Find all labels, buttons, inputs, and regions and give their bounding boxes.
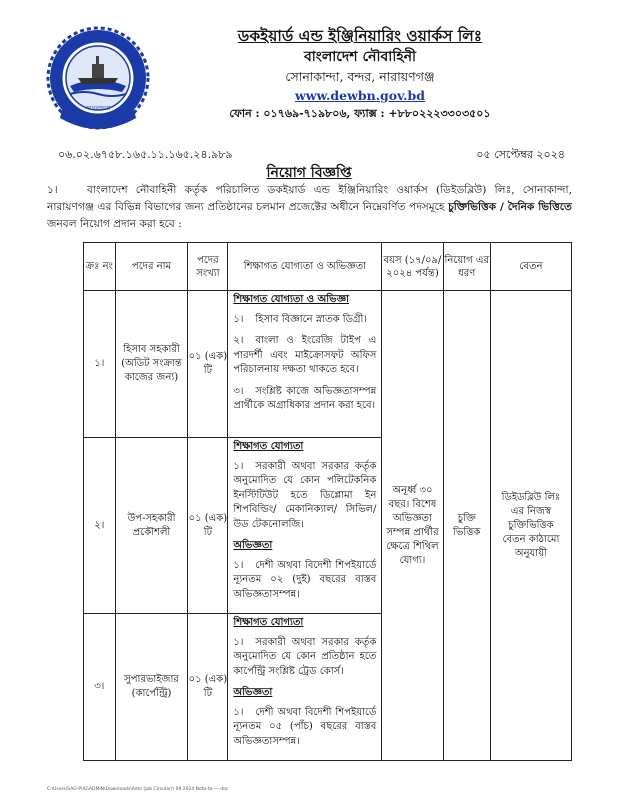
section-heading: শিক্ষাগত যোগ্যতা [233, 617, 304, 628]
dockyard-logo [40, 20, 156, 136]
intro-paragraph [47, 182, 572, 233]
memo-date: ০৫ সেপ্টেম্বর ২০২৪ [476, 148, 565, 161]
letterhead [150, 26, 570, 122]
header-qualification: শিক্ষাগত যোগ্যতা ও অভিজ্ঞতা [228, 243, 382, 291]
organization-subtitle: বাংলাদেশ নৌবাহিনী [303, 49, 417, 65]
intro-number: ১। [47, 184, 58, 196]
dockyard-emblem-icon [40, 20, 156, 136]
cell-serial: ১। [84, 291, 116, 438]
qualification-item: ১। সরকারী অথবা সরকার কর্তৃক অনুমোদিত যে কোন পলিটেকনিক ইনস্টিটিউট হতে ডিপ্লোমা ইন শিপবিল্ডিং/ মেকানিক্যাল/ সিভিল/ উড টেকনোলজি। [233, 460, 377, 530]
contact-phone-fax: ফোন : ০১৭৬৯-৭১৯৮০৬, ফ্যাক্স : +৮৮০২২২৩৩০৩৫০১ [229, 107, 491, 120]
cell-count: ০১ (এক) টি [188, 291, 228, 438]
cell-post: উপ-সহকারী প্রকৌশলী [115, 438, 188, 614]
qualification-item: ২। বাংলা ও ইংরেজি টাইপ এ পারদর্শী এবং মাইক্রোসফট অফিস পরিচালনায় দক্ষতা থাকতে হবে। [233, 335, 377, 375]
cell-post: হিসাব সহকারী (অডিট সংক্রান্ত কাজের জন্য) [115, 291, 188, 438]
cell-post: সুপারভাইজার (কার্পেন্ট্রি) [115, 614, 188, 761]
table-header-row [84, 243, 572, 291]
header-count: পদের সংখ্যা [188, 243, 228, 291]
section-heading: শিক্ষাগত যোগ্যতা [233, 441, 304, 452]
section-heading: অভিজ্ঞতা [233, 540, 273, 551]
cell-serial: ৩। [84, 614, 116, 761]
memo-reference: ০৬.০২.৬৭৫৮.১৬৫.১১.১৬৫.২৪.৯৮৯ [58, 148, 233, 161]
cell-serial: ২। [84, 438, 116, 614]
cell-age: অনূর্ধ্ব ৩০ বছর। বিশেষ অভিজ্ঞতা সম্পন্ন প্রার্থীর ক্ষেত্রে শিথিল যোগ্য। [382, 291, 443, 761]
section-heading: শিক্ষাগত যোগ্যতা ও অভিজ্ঞা [233, 294, 350, 305]
header-serial: ক্রঃ নং [84, 243, 116, 291]
footer-file-path: C:\Users\SAG-P\IG\ADMIN\Downloads\Adm (Job Circular)\ 09 2024 Noto-to ---.doc [47, 787, 229, 792]
organization-name: ডকইয়ার্ড এন্ড ইঞ্জিনিয়ারিং ওয়ার্কস লিঃ [237, 26, 483, 45]
cell-qualification [228, 438, 382, 614]
qualification-item: ৩। সংশ্লিষ্ট কাজে অভিজ্ঞতাসম্পন্ন প্রার্থীকে অগ্রাধিকার প্রদান করা হবে। [233, 385, 377, 411]
cell-count: ০১ (এক) টি [188, 438, 228, 614]
page-title: নিয়োগ বিজ্ঞপ্তি [266, 165, 352, 181]
intro-bold: চুক্তিভিত্তিক / দৈনিক ভিত্তিতে [448, 201, 572, 213]
intro-tail: জনবল নিয়োগ প্রদান করা হবে : [47, 218, 182, 230]
header-type: নিয়োগ এর ধরণ [443, 243, 490, 291]
organization-address: সোনাকান্দা, বন্দর, নারায়ণগঞ্জ [285, 69, 435, 84]
qualification-item: ১। সরকারী অথবা সরকার কর্তৃক অনুমোদিত যে কোন প্রতিষ্ঠান হতে কার্পেন্ট্রি সংশ্লিষ্ট ট্রেড কোর্স। [233, 636, 377, 677]
cell-count: ০১ (এক) টি [188, 614, 228, 761]
qualification-item: ১। হিসাব বিজ্ঞানে স্নাতক ডিগ্রী। [233, 313, 367, 325]
section-heading: অভিজ্ঞতা [233, 687, 273, 698]
website-link[interactable]: www.dewbn.gov.bd [295, 88, 425, 103]
logo-ribbon-text: সাগরজয়ে [85, 105, 111, 112]
intro-text: বাংলাদেশ নৌবাহিনী কর্তৃক পরিচালিত ডকইয়ার্ড এন্ড ইঞ্জিনিয়ারিং ওয়ার্কস (ডিইডব্লিউ) লিঃ, সোনাকান্দা, নারায়ণগঞ্জ এর বিভিন্ন বিভাগের জন্য প্রতিষ্ঠানের চলমান প্রজেক্টের অধীনে নিম্নেবর্ণিত পদসমূহে [47, 184, 572, 213]
table-row [84, 291, 572, 438]
qualification-item: ১। দেশী অথবা বিদেশী শিপইয়ার্ডে ন্যূনতম ০৫ (পাঁচ) বছরের বাস্তব অভিজ্ঞতাসম্পন্ন। [233, 706, 377, 747]
cell-type: চুক্তি ভিত্তিক [443, 291, 490, 761]
cell-salary: ডিইডব্লিউ লিঃ এর নিজস্ব চুক্তিভিত্তিক বেতন কাঠামো অনুযায়ী [490, 291, 571, 761]
header-post: পদের নাম [115, 243, 188, 291]
cell-qualification [228, 291, 382, 438]
cell-qualification [228, 614, 382, 761]
header-age: বয়স (১৭/০৯/ ২০২৪ পর্যন্ত) [382, 243, 443, 291]
qualification-item: ১। দেশী অথবা বিদেশী শিপইয়ার্ডে ন্যূনতম ০২ (দুই) বছরের বাস্তব অভিজ্ঞতাসম্পন্ন। [233, 559, 377, 600]
recruitment-table [83, 242, 572, 761]
header-salary: বেতন [490, 243, 571, 291]
